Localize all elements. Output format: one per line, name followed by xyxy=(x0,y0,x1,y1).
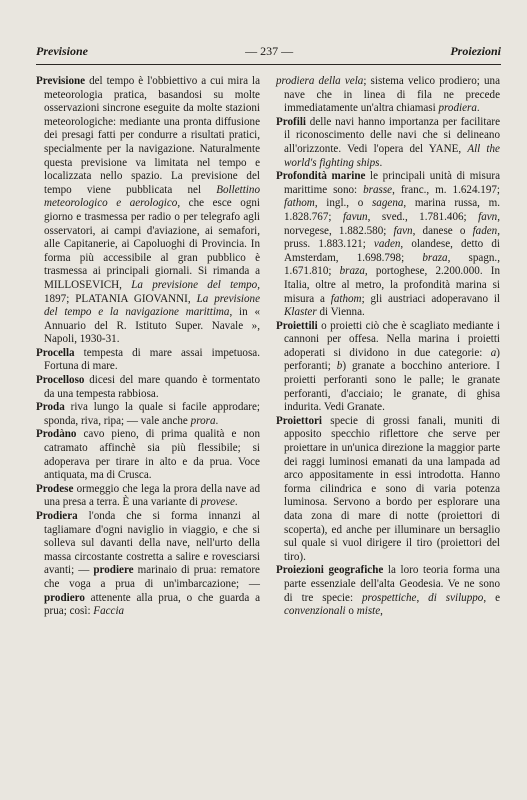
entry-text: la loro teoria forma una parte essenziale dell'alta Geodesia. Ve ne sono di tre specie: xyxy=(284,564,500,604)
entry-text: favn xyxy=(393,224,413,237)
entry-text: ) perforanti; xyxy=(284,346,500,373)
entry-text: All the world's fighting ships xyxy=(284,142,500,169)
entry-text: dicesi del mare quando è tormentato da una tempesta rabbiosa. xyxy=(44,374,260,400)
entry-text: braza xyxy=(339,265,365,278)
entry-text: , franc., m. 1.624.197; xyxy=(392,183,500,196)
entry-headword: Prodàno xyxy=(36,428,77,441)
entry-text: ormeggio che lega la prora della nave ad una presa a terra. È una variante di xyxy=(44,482,260,509)
entry-headword: Profili xyxy=(276,115,306,128)
text-columns xyxy=(36,75,501,619)
dictionary-entry xyxy=(36,510,260,619)
entry-headword: Procella xyxy=(36,346,75,359)
entry-text: . xyxy=(215,414,219,427)
entry-headword: Proiezioni geografiche xyxy=(276,564,384,577)
entry-text: fathom xyxy=(330,292,362,305)
entry-text: Klaster xyxy=(284,306,317,319)
entry-text: . xyxy=(379,156,383,169)
entry-text: del tempo è l'obbiettivo a cui mira la meteorologia pratica, basandosi su molte osservazioni sincrone eseguite da molte stazioni meteorologiche: mediante una pronta diffusione dei presagi fatti per condurre a risultati pratici, specialmente per la navigazione. Naturalmente questa previsione va limitata nel tempo e localizzata nello spazio. La previsione del tempo viene pubblicata nel xyxy=(44,75,260,196)
entry-text: prora xyxy=(190,414,216,427)
entry-text: prospettiche xyxy=(362,591,417,604)
entry-text: , sved., 1.781.406; xyxy=(367,210,479,223)
entry-text: , 1897; PLATANIA GIOVANNI, xyxy=(44,278,260,305)
dictionary-entry xyxy=(36,347,260,374)
entry-text: miste xyxy=(356,605,381,618)
dictionary-entry xyxy=(36,401,260,428)
dictionary-entry xyxy=(276,170,500,320)
entry-headword: Prodiera xyxy=(36,510,78,522)
dictionary-entry xyxy=(276,415,500,565)
entry-text: , che esce ogni giorno e trasmessa per radio o per telegrafo agli osservatori, ai campi d'aviazione, ai semafori, alle Capitanerie, ai Capoluoghi di Provincia. In forma più accessibile al gran pubblico è trasmessa ai principali giornali. Si rimanda a MILLOSEVICH, xyxy=(44,197,260,291)
entry-text: marinaio di prua: rematore che voga a prua di un'imbarcazione; — xyxy=(44,564,260,590)
entry-text: , pruss. 1.883.121; xyxy=(284,224,500,251)
entry-text: ; gli austriaci adoperavano il xyxy=(361,292,500,305)
dictionary-entry xyxy=(276,564,500,618)
dictionary-entry xyxy=(36,75,260,347)
entry-text: vaden xyxy=(373,238,401,251)
entry-headword: Prodese xyxy=(36,482,74,495)
entry-text: . xyxy=(234,496,238,509)
entry-text: , marina russa, m. 1.828.767; xyxy=(284,197,500,223)
entry-text: di Vienna. xyxy=(316,306,365,319)
entry-text: ; sistema velico prodiero; una nave che in linea di fila ne precede immediatamente un'altra chiamasi xyxy=(284,75,501,115)
entry-text: , xyxy=(380,605,383,618)
entry-text: delle navi hanno importanza per facilitare il riconoscimento delle navi che si delineano all'orizzonte. Vedi l'opera del YANE, xyxy=(284,115,500,155)
entry-text: attenente alla prua, o che guarda a prua; così: xyxy=(44,591,260,618)
entry-text: ) granate a bocchino anteriore. I proietti perforanti sono le palle; le granate perforanti, d'acciaio; le granate, di ghisa indurita. Vedi Granate. xyxy=(284,360,500,414)
dictionary-entry xyxy=(36,374,260,401)
entry-text: Faccia xyxy=(93,605,125,618)
entry-text: , in « Annuario del R. Istituto Super. Navale », Napoli, 1930-31. xyxy=(44,306,260,346)
entry-text: provese xyxy=(200,496,235,509)
entry-text: sagena xyxy=(371,197,404,210)
dictionary-entry xyxy=(276,320,500,415)
entry-text: fathom xyxy=(284,197,315,210)
dictionary-entry xyxy=(276,116,500,170)
entry-text: , portoghese, 2.200.000. In Italia, oltre al metro, la profondità marina si misura a xyxy=(284,265,500,305)
dictionary-entry xyxy=(36,483,260,510)
entry-text: convenzionali xyxy=(284,605,346,618)
entry-text: specie di grossi fanali, muniti di apposito specchio riflettore che serve per proiettare in un'unica direzione la maggior parte dei raggi luminosi emanati da una lampada ad arco appositamente in essi introdotta. Hanno forma cilindrica e sono di varia potenza luminosa. Servono a bordo per esplorare una data zona di mare di notte (proiettori di scoperta), ed anche per illuminare un bersaglio sul quale si vuol dirigere il tiro (proiettori del tiro). xyxy=(284,414,500,563)
entry-headword: Previsione xyxy=(36,75,86,87)
header-right: Proiezioni xyxy=(450,44,501,58)
header-left: Previsione xyxy=(36,44,88,58)
entry-text: a xyxy=(490,346,497,359)
entry-headword: Proiettori xyxy=(276,414,322,427)
entry-text: o proietti ciò che è scagliato mediante i cannoni per offesa. Nella marina i proietti adoperati si dividono in due categorie: xyxy=(284,319,500,359)
entry-text: di sviluppo xyxy=(428,591,484,604)
entry-text: prodiera della vela xyxy=(276,75,364,87)
entry-text: , ingl., o xyxy=(314,197,372,210)
entry-text: Bollettino meteorologico e aerologico xyxy=(44,183,260,210)
left-column xyxy=(36,75,260,619)
entry-text: , spagn., 1.671.810; xyxy=(284,251,500,278)
entry-text: o xyxy=(345,605,357,618)
entry-text: favn xyxy=(478,210,498,223)
entry-text: b xyxy=(336,360,343,373)
entry-text: cavo pieno, di prima qualità e non catramato affinchè sia più flessibile; si adoperava per tirare in alto e da prua. Voce antiquata, ma di Crusca. xyxy=(44,428,260,482)
entry-headword: Proiettili xyxy=(276,319,318,332)
entry-text: , olandese, detto di Amsterdam, 1.698.798; xyxy=(284,238,500,264)
entry-text: faden xyxy=(472,224,498,237)
entry-text: braza xyxy=(422,251,448,264)
entry-text: , norvegese, 1.882.580; xyxy=(284,210,501,237)
entry-headword: Proda xyxy=(36,401,65,414)
entry-headword: Procelloso xyxy=(36,374,85,387)
entry-text: prodiere xyxy=(93,564,134,577)
entry-text: l'onda che si forma innanzi al tagliamare d'ogni naviglio in viaggio, e che si solleva sul davanti della nave, nell'urto della massa circostante costretta a salire e rovesciarsi avanti; — xyxy=(44,510,260,577)
entry-text: , e xyxy=(483,591,501,604)
entry-text: favun xyxy=(342,210,368,223)
dictionary-entry xyxy=(36,428,260,482)
entry-text: La previsione del tempo xyxy=(131,278,258,291)
entry-text: prodiero xyxy=(44,591,85,604)
entry-text: , danese o xyxy=(412,224,473,237)
entry-text: prodiera xyxy=(438,102,477,115)
dictionary-entry xyxy=(276,75,500,116)
entry-text: brasse xyxy=(363,183,393,196)
entry-text: tempesta di mare assai impetuosa. Fortuna di mare. xyxy=(44,346,260,373)
page-header xyxy=(36,44,501,60)
entry-headword: Profondità marine xyxy=(276,170,366,183)
entry-text: , xyxy=(416,591,429,604)
entry-text: La previsione del tempo e la navigazione marittima xyxy=(44,292,260,319)
entry-text: riva lungo la quale si facile approdare; sponda, riva, ripa; — vale anche xyxy=(44,401,260,427)
page-number: — 237 — xyxy=(245,44,294,58)
entry-text: le principali unità di misura marittime sono: xyxy=(284,170,500,196)
right-column xyxy=(276,75,500,619)
header-rule xyxy=(36,64,501,65)
entry-text: . xyxy=(476,102,480,115)
